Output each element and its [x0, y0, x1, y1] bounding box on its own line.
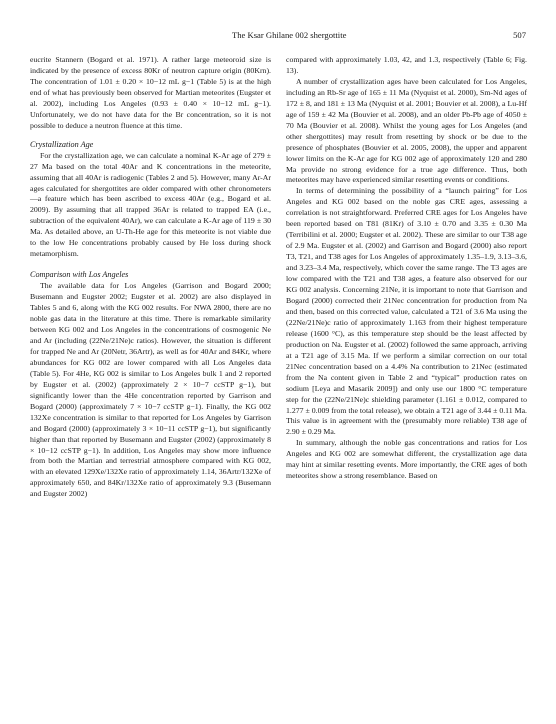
paragraph-summary: In summary, although the noble gas concentrations and ratios for Los Angeles and KG 002 are somewhat different, the crystallization age data may hint at similar resetting events. More importantly, the CRE ages of both meteorites show a strong resemblance. Based on: [286, 438, 527, 481]
paragraph-continued: compared with approximately 1.03, 42, and 1.3, respectively (Table 6; Fig. 13).: [286, 55, 527, 75]
paragraph-crystallization-age: For the crystallization age, we can calculate a nominal K-Ar age of 279 ± 27 Ma based on the total 40Ar and K concentrations in the meteorite, assuming that all 40Ar is radiogenic (Tables 2 and 5). However, many Ar-Ar ages calculated for shergottites are older compared with other chronometers—a feature which has been ascribed to excess 40Ar (e.g., Bogard et al. 2009). By assuming that all trapped 36Ar is related to trapped EA (i.e., subtraction of the equivalent 40Ar), we can calculate a K-Ar age of 119 ± 30 Ma. As detailed above, an U-Th-He age for this meteorite is not viable due to the low He concentrations probably caused by He loss during shock metamorphism.: [30, 150, 271, 259]
paragraph-intro: eucrite Stannern (Bogard et al. 1971). A rather large meteoroid size is indicated by the presence of excess 80Kr of neutron capture origin (80Krn). The concentration of 1.01 ± 0.20 × 10−12 mL g−1 (Table 5) is at the high end of what has previously been observed for Martian meteorites (Eugster et al. 2002), including Los Angeles (0.93 ± 0.40 × 10−12 mL g−1). Unfortunately, we do not have data for the Br concentration, so it is not possible to deduce a neutron fluence at this time.: [30, 55, 271, 130]
heading-crystallization-age: Crystallization Age: [30, 139, 94, 149]
paragraph-launch-pairing: In terms of determining the possibility of a “launch pairing” for Los Angeles and KG 002 based on the noble gas CRE ages, assessing a correlation is not straightforward. Preferred CRE ages for Los Angeles have been reported based on T81 (81Kr) of 3.10 ± 0.70 and 3.35 ± 0.30 Ma (Terribilini et al. 2000; Eugster et al. 2002). These are similar to our T38 age of 2.9 Ma. Eugster et al. (2002) and Garrison and Bogard (2000) also report T3, T21, and T38 ages for Los Angeles of approximately 1.35–1.9, 3.13–3.6, and 3.23–3.4 Ma, respectively, which cover the same range. The T3 ages are low compared with the T21 and T38 ages, a feature also observed for our KG 002 analysis. Concerning 21Ne, it is important to note that Garrison and Bogard (2000) corrected their 21Nec concentration for production from Na and then, based on this corrected value, calculated a T21 of 3.6 Ma using the (22Ne/21Ne)c ratio of approximately 1.163 from their highest temperature release (1600 °C), as this temperature step should be the least affected by production on Na. Eugster et al. (2002) followed the same approach, arriving at a T21 age of 3.15 Ma. If we perform a similar correction on our total 21Nec concentration based on a 4.4% Na contribution to 21Nec (estimated from the Na content given in Table 2 and “typical” production rates on sodium [Leya and Masarik 2009]) and only use our 1800 °C temperature step for the (22Ne/21Ne)c shielding parameter (1.161 ± 0.012, compared to 1.277 ± 0.009 from the total release), we obtain a T21 age of 3.44 ± 0.11 Ma. This value is in agreement with the (presumably more reliable) T38 age of 2.90 ± 0.29 Ma.: [286, 186, 527, 437]
right-column: [286, 55, 527, 482]
running-title: The Ksar Ghilane 002 shergottite: [232, 30, 347, 40]
paragraph-crystallization-ages: A number of crystallization ages have been calculated for Los Angeles, including an Rb-Sr age of 165 ± 11 Ma (Nyquist et al. 2000), Sm-Nd ages of 172 ± 8, and 181 ± 13 Ma (Nyquist et al. 2001; Bouvier et al. 2008), a Lu-Hf age of 159 ± 42 Ma (Bouvier et al. 2008), and an older Pb-Pb age of 4050 ± 70 Ma (Bouvier et al. 2008). Whilst the young ages for Los Angeles (and other shergottites) may result from resetting by shock or be due to the presence of phosphates (Bouvier et al. 2005, 2008), the upper and apparent lower limits on the K-Ar age for KG 002 age of approximately 120 and 280 Ma provide no strong evidence for a true age difference. Thus, both meteorites may have experienced similar resetting events or conditions.: [286, 76, 527, 185]
left-column: [30, 55, 271, 500]
paragraph-comparison: The available data for Los Angeles (Garrison and Bogard 2000; Busemann and Eugster 2002; Eugster et al. 2002) are also displayed in Tables 5 and 6, along with the KG 002 results. For NWA 2800, there are no noble gas data in the literature at this time. There is remarkable similarity between KG 002 and Los Angeles in the concentrations of cosmogenic Ne and Ar (including (22Ne/21Ne)c ratios). However, the situation is different for trapped Ne and Ar (20Netr, 36Artr), as well as for 40Ar and 84Kr, where abundances for KG 002 are lower compared with all Los Angeles data (Table 5). For 4He, KG 002 is similar to Los Angeles bulk 1 and 2 reported by Eugster et al. (2002) (approximately 2 × 10−7 ccSTP g−1), but significantly lower than the 4He concentration reported by Garrison and Bogard (2000) (approximately 7 × 10−7 ccSTP g−1). Finally, the KG 002 132Xe concentration is similar to that reported for Los Angeles by Garrison and Bogard (2000) (approximately 3 × 10−11 ccSTP g−1), but significantly higher than that reported by Busemann and Eugster (2002) (approximately 8 × 10−12 ccSTP g−1). In addition, Los Angeles may show more influence from both the Martian and terrestrial atmosphere compared with KG 002, with an elevated 129Xe/132Xe ratio of approximately 1.14, 36Artr/132Xe of approximately 650, and 84Kr/132Xe ratio of approximately 9.3 (Busemann and Eugster 2002): [30, 281, 271, 499]
heading-comparison-los-angeles: Comparison with Los Angeles: [30, 270, 129, 280]
page-number: 507: [513, 30, 526, 40]
running-head: [0, 30, 556, 44]
